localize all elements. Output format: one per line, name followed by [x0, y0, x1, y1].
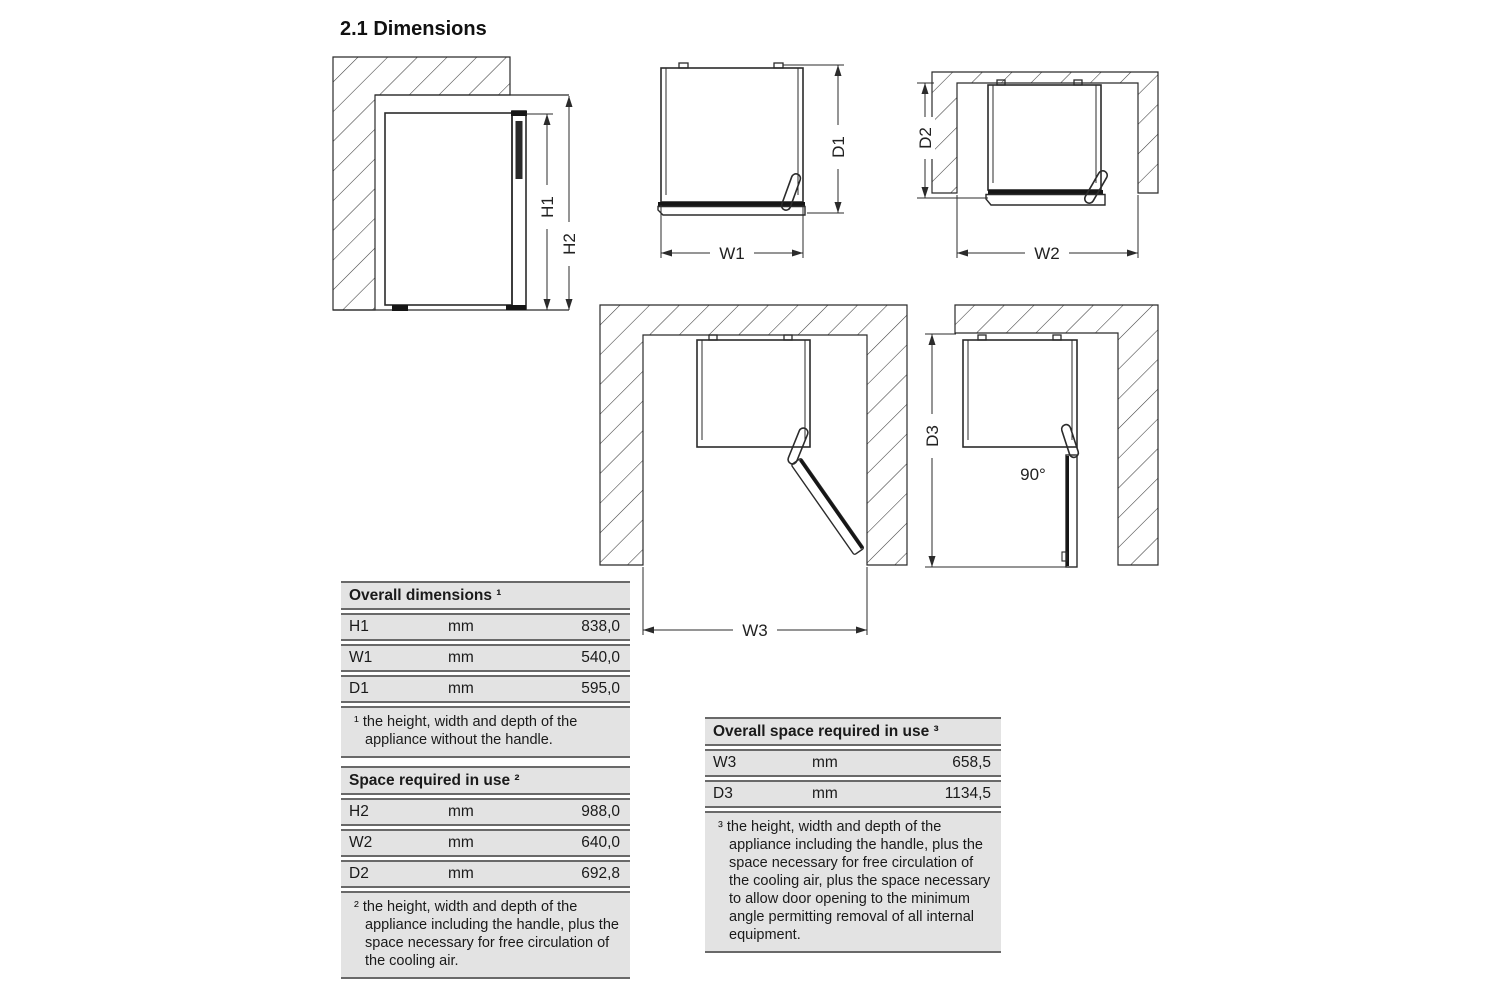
door-opening-angle-label: 90°: [1020, 464, 1046, 484]
top-view-90deg-d3-diagram: [920, 300, 1170, 590]
dim-label: W3: [713, 754, 737, 771]
dimension-label-w2: W2: [1034, 243, 1060, 263]
dim-unit: mm: [448, 618, 474, 635]
niche-wall-hatch: [600, 305, 907, 565]
appliance-body: [385, 113, 512, 305]
side-view-diagram: [330, 55, 580, 325]
table-row: [341, 675, 630, 703]
table-row: [341, 829, 630, 857]
space-required-table: [341, 766, 630, 979]
appliance-door: [658, 207, 805, 216]
appliance-cabinet: [661, 68, 803, 202]
door-top-cap: [511, 111, 527, 116]
table-row: [705, 749, 1001, 777]
dim-unit: mm: [812, 754, 838, 771]
table-row: [341, 613, 630, 641]
dimension-label-d2: D2: [915, 127, 935, 149]
appliance-cabinet: [963, 340, 1077, 447]
dim-label: D3: [713, 785, 733, 802]
dim-label: W2: [349, 834, 373, 851]
dim-unit: mm: [448, 834, 474, 851]
dim-unit: mm: [448, 865, 474, 882]
dim-value: 640,0: [581, 834, 620, 851]
top-view-open-door-w3-diagram: [595, 300, 915, 645]
dim-label: D1: [349, 680, 369, 697]
dim-value: 838,0: [581, 618, 620, 635]
dim-value: 692,8: [581, 865, 620, 882]
dim-label: H1: [349, 618, 369, 635]
corner-wall-hatch: [955, 305, 1158, 565]
niche-wall-hatch: [932, 72, 1158, 193]
dim-label: H2: [349, 803, 369, 820]
dimension-label-h1: H1: [537, 196, 557, 218]
dim-label: D2: [349, 865, 369, 882]
dimension-label-h2: H2: [559, 233, 579, 255]
table-row: [341, 798, 630, 826]
dim-unit: mm: [448, 680, 474, 697]
dim-unit: mm: [812, 785, 838, 802]
dimension-label-w3: W3: [742, 620, 768, 640]
appliance-cabinet: [988, 85, 1101, 190]
top-view-niche-w2-d2-diagram: [910, 55, 1170, 270]
table-footnote: ² the height, width and depth of the appliance including the handle, plus the space necessary for free circulation of the cooling air.: [341, 891, 630, 979]
top-view-w1-d1-diagram: [650, 55, 850, 270]
table-title: Space required in use ²: [341, 766, 630, 795]
page-title: 2.1 Dimensions: [340, 18, 487, 40]
overall-space-required-table: [705, 717, 1001, 953]
table-footnote: ³ the height, width and depth of the appliance including the handle, plus the space necessary for free circulation of the cooling air, plus the space necessary to allow door opening to the minimum angle permitting removal of all internal equipment.: [705, 811, 1001, 953]
appliance-cabinet: [697, 340, 810, 447]
table-row: [341, 644, 630, 672]
dimension-label-w1: W1: [719, 243, 745, 263]
dim-value: 1134,5: [944, 785, 991, 802]
dimension-label-d1: D1: [828, 136, 848, 158]
door-handle: [516, 121, 523, 179]
table-footnote: ¹ the height, width and depth of the appliance without the handle.: [341, 706, 630, 758]
dim-value: 658,5: [952, 754, 991, 771]
dim-label: W1: [349, 649, 373, 666]
dim-value: 595,0: [581, 680, 620, 697]
dim-unit: mm: [448, 649, 474, 666]
door-bottom-hinge: [506, 305, 526, 310]
overall-dimensions-table: [341, 581, 630, 758]
appliance-foot: [392, 305, 408, 311]
door-handle: [787, 427, 810, 466]
dim-unit: mm: [448, 803, 474, 820]
open-door: [791, 458, 864, 555]
dim-value: 540,0: [581, 649, 620, 666]
table-row: [705, 780, 1001, 808]
table-title: Overall space required in use ³: [705, 717, 1001, 746]
dim-value: 988,0: [581, 803, 620, 820]
dimension-label-d3: D3: [922, 425, 942, 447]
table-title: Overall dimensions ¹: [341, 581, 630, 610]
table-row: [341, 860, 630, 888]
